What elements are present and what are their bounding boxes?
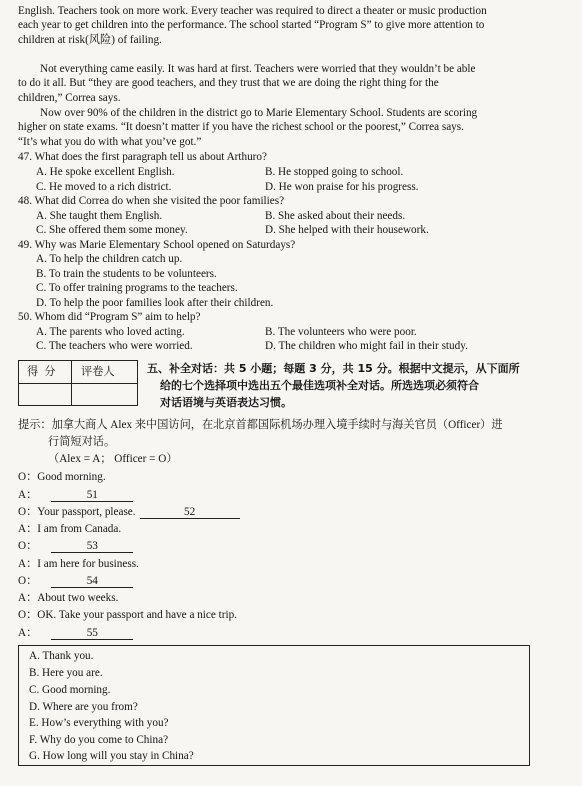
passage-line: English. Teachers took on more work. Every teacher was required to direct a theater or music production <box>18 5 487 17</box>
question-48-option-b[interactable]: B. She asked about their needs. <box>265 210 406 222</box>
answer-blank-51[interactable]: 51 <box>51 489 133 502</box>
question-49-option-b[interactable]: B. To train the students to be volunteers. <box>36 268 217 280</box>
dialogue-line <box>18 574 133 588</box>
tip-line-3: （Alex = A； Officer = O） <box>48 453 178 465</box>
passage-paragraph-3 <box>18 106 538 149</box>
question-47-option-c[interactable]: C. He moved to a rich district. <box>36 181 172 193</box>
question-50-stem: 50. Whom did “Program S” aim to help? <box>18 311 201 323</box>
choice-c[interactable]: C. Good morning. <box>29 684 111 696</box>
dialogue-line <box>18 505 240 519</box>
dialogue-text: O：OK. Take your passport and have a nice trip. <box>18 609 237 621</box>
dialogue-line <box>18 608 237 622</box>
dialogue-text: A：I am from Canada. <box>18 523 122 535</box>
choice-d[interactable]: D. Where are you from? <box>29 701 138 713</box>
question-47-option-a[interactable]: A. He spoke excellent English. <box>36 166 175 178</box>
tip-line-2: 行简短对话。 <box>48 436 116 448</box>
passage-paragraph-2 <box>18 62 538 105</box>
dialogue-line <box>18 522 121 536</box>
question-48-stem: 48. What did Correa do when she visited the poor families? <box>18 195 285 207</box>
dialogue-text: A：About two weeks. <box>18 592 119 604</box>
answer-blank-53[interactable]: 53 <box>51 540 133 553</box>
section-5-line: 五、补全对话：共 5 小题；每题 3 分，共 15 分。根据中文提示，从下面所 <box>147 362 520 375</box>
answer-blank-54[interactable]: 54 <box>51 575 133 588</box>
score-label: 得分 <box>27 366 62 378</box>
question-48-option-c[interactable]: C. She offered them some money. <box>36 224 188 236</box>
passage-paragraph-1 <box>18 4 538 47</box>
question-50-option-b[interactable]: B. The volunteers who were poor. <box>265 326 417 338</box>
question-48-option-a[interactable]: A. She taught them English. <box>36 210 163 222</box>
choice-f[interactable]: F. Why do you come to China? <box>29 734 169 746</box>
dialogue-tip <box>18 417 548 468</box>
tip-line-1: 提示：加拿大商人 Alex 来中国访问，在北京首都国际机场办理入境手续时与海关官员（Officer）进 <box>18 419 503 431</box>
dialogue-line <box>18 488 133 502</box>
question-48-option-d[interactable]: D. She helped with their housework. <box>265 224 429 236</box>
question-47-option-d[interactable]: D. He won praise for his progress. <box>265 181 419 193</box>
dialogue-text: A： <box>18 627 38 639</box>
dialogue-text: A：I am here for business. <box>18 558 139 570</box>
dialogue-text: O：Good morning. <box>18 471 106 483</box>
answer-blank-52[interactable]: 52 <box>140 506 240 519</box>
passage-line: “It’s what you do with what you’ve got.” <box>18 135 202 148</box>
choice-a[interactable]: A. Thank you. <box>29 650 94 662</box>
passage-line: to do it all. But “they are good teachers, and they trust that we are doing the right thing for the <box>18 77 439 90</box>
choices-box <box>18 645 530 766</box>
passage-line: higher on state exams. “It doesn’t matter if you have the richest school or the poorest,” Correa says. <box>18 121 464 134</box>
choice-e[interactable]: E. How’s everything with you? <box>29 717 169 729</box>
dialogue-line <box>18 539 133 553</box>
passage-line: children at risk(风险) of failing. <box>18 33 162 46</box>
dialogue-line <box>18 557 139 571</box>
question-50-option-a[interactable]: A. The parents who loved acting. <box>36 326 185 338</box>
section-5-instructions <box>147 360 537 411</box>
score-box <box>18 360 138 406</box>
dialogue-line <box>18 591 118 605</box>
dialogue-text: O： <box>18 575 38 587</box>
dialogue-text: O：Your passport, please. <box>18 506 136 518</box>
question-49-stem: 49. Why was Marie Elementary School opened on Saturdays? <box>18 239 296 251</box>
answer-blank-55[interactable]: 55 <box>51 627 133 640</box>
section-5-line: 给的七个选择项中选出五个最佳选项补全对话。所选选项必须符合 <box>160 379 479 392</box>
dialogue-line <box>18 626 133 640</box>
passage-line: each year to get children into the performance. The school started “Program S” to give more attention to <box>18 19 485 32</box>
passage-line: children,” Correa says. <box>18 91 121 104</box>
question-47-stem: 47. What does the first paragraph tell us about Arthuro? <box>18 151 267 163</box>
question-50-option-c[interactable]: C. The teachers who were worried. <box>36 340 193 352</box>
dialogue-text: A： <box>18 489 38 501</box>
grader-label: 评卷人 <box>81 366 115 378</box>
passage-line: Now over 90% of the children in the district go to Marie Elementary School. Students are scoring <box>40 107 478 119</box>
passage-line: Not everything came easily. It was hard at first. Teachers were worried that they wouldn’t be able <box>40 63 476 75</box>
dialogue-text: O： <box>18 540 38 552</box>
score-box-divider <box>71 361 72 405</box>
choice-g[interactable]: G. How long will you stay in China? <box>29 750 194 762</box>
question-50-option-d[interactable]: D. The children who might fail in their study. <box>265 340 468 352</box>
section-5-line: 对话语境与英语表达习惯。 <box>160 396 292 409</box>
choice-b[interactable]: B. Here you are. <box>29 667 103 679</box>
question-49-option-a[interactable]: A. To help the children catch up. <box>36 253 183 265</box>
question-49-option-d[interactable]: D. To help the poor families look after their children. <box>36 297 274 309</box>
dialogue-line <box>18 470 106 484</box>
question-47-option-b[interactable]: B. He stopped going to school. <box>265 166 404 178</box>
question-49-option-c[interactable]: C. To offer training programs to the teachers. <box>36 282 238 294</box>
